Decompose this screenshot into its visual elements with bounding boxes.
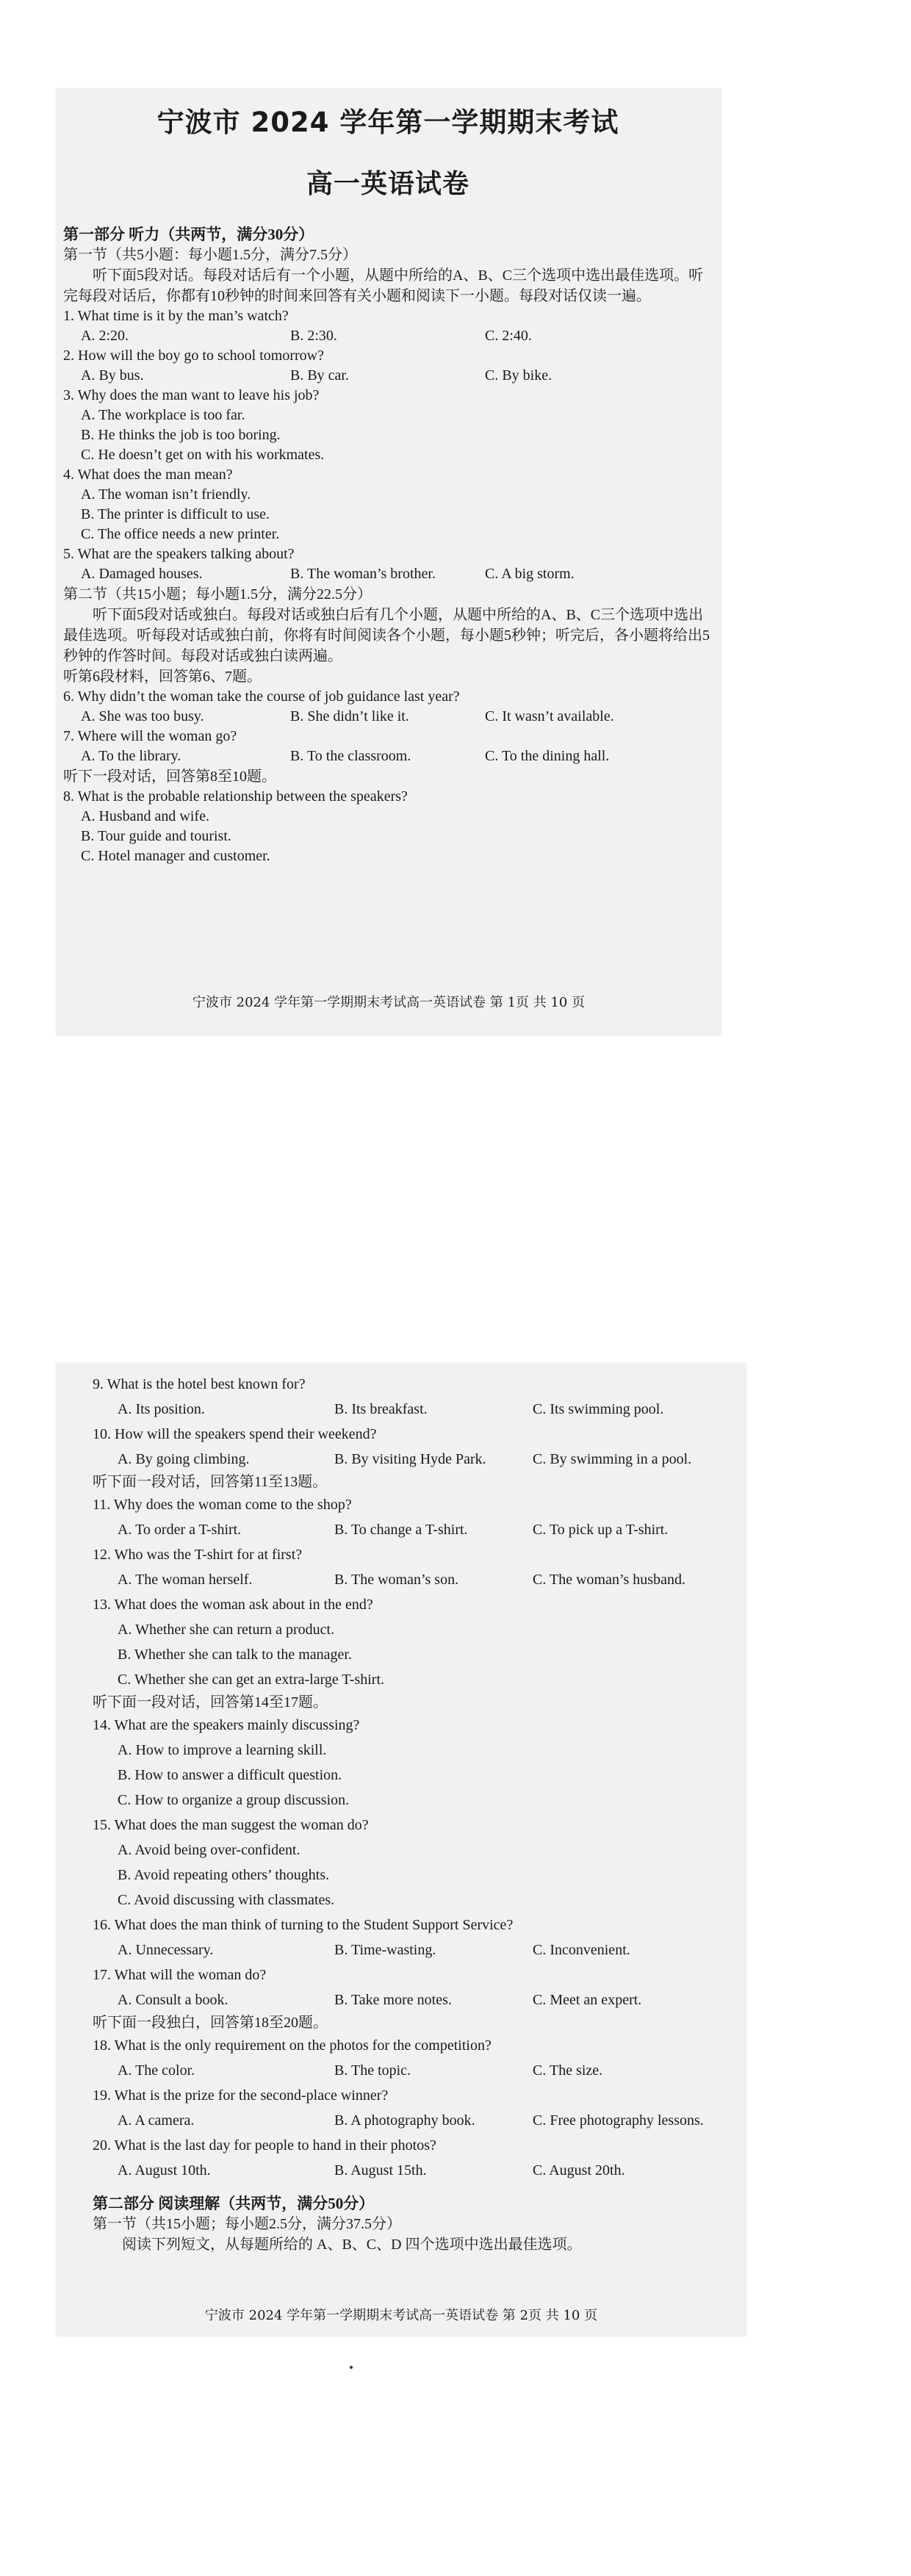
exam-page-1 (56, 88, 721, 1036)
question-17-options (93, 1987, 732, 2012)
option-a: A. Damaged houses. (81, 566, 203, 582)
part1-heading: 第一部分 听力（共两节，满分30分） (63, 226, 314, 243)
question-4: 4. What does the man mean? (63, 467, 233, 483)
dialog-7-note: 听下一段对话，回答第8至10题。 (63, 769, 276, 785)
option-c: C. A big storm. (485, 566, 575, 582)
question-7-options (63, 746, 713, 766)
question-17: 17. What will the woman do? (93, 1967, 267, 1983)
question-19: 19. What is the prize for the second-place winner? (93, 2087, 389, 2104)
option-b: B. To the classroom. (290, 748, 411, 764)
option-a: A. Its position. (118, 1401, 205, 1417)
option-a: A. The workplace is too far. (81, 407, 245, 423)
option-a: A. To the library. (81, 748, 181, 764)
option-a: A. 2:20. (81, 328, 129, 344)
option-b: B. She didn’t like it. (290, 708, 409, 724)
question-20-options (93, 2158, 732, 2183)
question-3-options (63, 406, 713, 465)
option-b: B. 2:30. (290, 328, 337, 344)
option-b: B. Whether she can talk to the manager. (118, 1647, 352, 1663)
option-a: A. By going climbing. (118, 1451, 250, 1467)
option-b: B. By car. (290, 367, 349, 384)
question-2-options (63, 366, 713, 386)
question-5: 5. What are the speakers talking about? (63, 546, 295, 562)
option-a: A. Husband and wife. (81, 808, 209, 824)
option-c: C. It wasn’t available. (485, 708, 614, 724)
dialog-9-note: 听下面一段对话，回答第14至17题。 (93, 1694, 328, 1710)
question-7: 7. Where will the woman go? (63, 728, 237, 744)
reading-instructions: 阅读下列短文，从每题所给的 A、B、C、D 四个选项中选出最佳选项。 (122, 2237, 582, 2253)
part2-heading: 第二部分 阅读理解（共两节，满分50分） (93, 2195, 375, 2212)
question-3: 3. Why does the man want to leave his job? (63, 387, 320, 403)
question-6: 6. Why didn’t the woman take the course of job guidance last year? (63, 688, 460, 705)
option-b: B. Its breakfast. (334, 1401, 428, 1417)
question-11-options (93, 1517, 732, 1542)
question-14: 14. What are the speakers mainly discussing? (93, 1717, 360, 1733)
question-5-options (63, 564, 713, 584)
option-b: B. Tour guide and tourist. (81, 828, 231, 844)
option-b: B. A photography book. (334, 2112, 475, 2129)
reading-section1-heading: 第一节（共15小题；每小题2.5分，满分37.5分） (93, 2216, 401, 2232)
question-11: 11. Why does the woman come to the shop? (93, 1497, 352, 1513)
option-c: C. How to organize a group discussion. (118, 1792, 350, 1808)
page-1-footer: 宁波市 2024 学年第一学期期末考试高一英语试卷 第 1页 共 10 页 (192, 995, 586, 1010)
exam-page-2 (56, 1363, 746, 2336)
option-c: C. The size. (533, 2062, 603, 2079)
question-13-options (93, 1617, 732, 1692)
option-b: B. August 15th. (334, 2162, 427, 2179)
option-c: C. Whether she can get an extra-large T-shirt. (118, 1672, 385, 1688)
question-18-options (93, 2058, 732, 2083)
option-a: A. A camera. (118, 2112, 195, 2129)
option-c: C. To the dining hall. (485, 748, 610, 764)
option-a: A. By bus. (81, 367, 144, 384)
option-a: A. Whether she can return a product. (118, 1622, 335, 1638)
question-9-options (93, 1397, 732, 1422)
option-b: B. He thinks the job is too boring. (81, 427, 281, 443)
page-2-content (93, 1372, 732, 2255)
option-a: A. How to improve a learning skill. (118, 1742, 327, 1758)
option-c: C. Avoid discussing with classmates. (118, 1892, 335, 1908)
question-9: 9. What is the hotel best known for? (93, 1376, 306, 1392)
dialog-6-note: 听第6段材料，回答第6、7题。 (63, 669, 262, 685)
option-a: A. Unnecessary. (118, 1942, 214, 1958)
option-c: C. August 20th. (533, 2162, 625, 2179)
question-10-options (93, 1447, 732, 1472)
question-12-options (93, 1567, 732, 1592)
dialog-10-note: 听下面一段独白，回答第18至20题。 (93, 2015, 328, 2031)
option-c: C. He doesn’t get on with his workmates. (81, 447, 325, 463)
option-b: B. The topic. (334, 2062, 411, 2079)
option-b: B. Take more notes. (334, 1992, 452, 2008)
question-20: 20. What is the last day for people to hand in their photos? (93, 2137, 436, 2154)
section2-heading: 第二节（共15小题；每小题1.5分，满分22.5分） (63, 586, 372, 602)
option-b: B. To change a T-shirt. (334, 1522, 468, 1538)
option-a: A. She was too busy. (81, 708, 204, 724)
option-a: A. The color. (118, 2062, 195, 2079)
question-16-options (93, 1938, 732, 1962)
option-c: C. By swimming in a pool. (533, 1451, 692, 1467)
option-c: C. Free photography lessons. (533, 2112, 704, 2129)
option-a: A. The woman herself. (118, 1572, 253, 1588)
section1-heading: 第一节（共5小题：每小题1.5分，满分7.5分） (63, 247, 357, 263)
question-19-options (93, 2108, 732, 2133)
question-13: 13. What does the woman ask about in the end? (93, 1597, 373, 1613)
question-15: 15. What does the man suggest the woman do? (93, 1817, 369, 1833)
option-b: B. The printer is difficult to use. (81, 506, 270, 522)
option-b: B. By visiting Hyde Park. (334, 1451, 486, 1467)
option-c: C. The office needs a new printer. (81, 526, 280, 542)
question-18: 18. What is the only requirement on the photos for the competition? (93, 2037, 491, 2054)
option-c: C. By bike. (485, 367, 552, 384)
option-b: B. The woman’s son. (334, 1572, 459, 1588)
option-c: C. Its swimming pool. (533, 1401, 664, 1417)
question-12: 12. Who was the T-shirt for at first? (93, 1547, 303, 1563)
question-15-options (93, 1838, 732, 1913)
question-14-options (93, 1738, 732, 1813)
option-c: C. Inconvenient. (533, 1942, 630, 1958)
exam-title: 宁波市 2024 学年第一学期期末考试 (156, 107, 619, 138)
question-8: 8. What is the probable relationship between the speakers? (63, 788, 408, 805)
option-b: B. The woman’s brother. (290, 566, 436, 582)
option-b: B. Time-wasting. (334, 1942, 436, 1958)
question-1-options (63, 326, 713, 346)
question-8-options (63, 807, 713, 866)
option-b: B. How to answer a difficult question. (118, 1767, 342, 1783)
option-c: C. 2:40. (485, 328, 532, 344)
question-1: 1. What time is it by the man’s watch? (63, 308, 289, 324)
page-2-footer: 宁波市 2024 学年第一学期期末考试高一英语试卷 第 2页 共 10 页 (204, 2308, 598, 2323)
option-b: B. Avoid repeating others’ thoughts. (118, 1867, 330, 1883)
question-16: 16. What does the man think of turning to the Student Support Service? (93, 1917, 514, 1933)
question-2: 2. How will the boy go to school tomorrow? (63, 348, 324, 364)
option-a: A. Avoid being over-confident. (118, 1842, 300, 1858)
page-1-content (63, 88, 713, 866)
question-10: 10. How will the speakers spend their weekend? (93, 1426, 377, 1442)
option-a: A. August 10th. (118, 2162, 211, 2179)
option-c: C. The woman’s husband. (533, 1572, 685, 1588)
dialog-8-note: 听下面一段对话，回答第11至13题。 (93, 1474, 328, 1490)
option-a: A. Consult a book. (118, 1992, 228, 2008)
option-c: C. Hotel manager and customer. (81, 848, 270, 864)
section2-instructions: 听下面5段对话或独白。每段对话或独白后有几个小题，从题中所给的A、B、C三个选项中选出最佳选项。听每段对话或独白前，你将有时间阅读各个小题，每小题5秒钟；听完后，各小题将给出5秒钟的作答时间。每段对话或独白读两遍。 (63, 607, 710, 664)
question-6-options (63, 707, 713, 727)
section1-instructions: 听下面5段对话。每段对话后有一个小题，从题中所给的A、B、C三个选项中选出最佳选项。听完每段对话后，你都有10秒钟的时间来回答有关小题和阅读下一小题。每段对话仅读一遍。 (63, 267, 704, 304)
scan-speck (350, 2366, 353, 2369)
option-c: C. Meet an expert. (533, 1992, 642, 2008)
exam-subtitle: 高一英语试卷 (306, 169, 469, 199)
option-a: A. To order a T-shirt. (118, 1522, 242, 1538)
option-c: C. To pick up a T-shirt. (533, 1522, 669, 1538)
question-4-options (63, 485, 713, 544)
option-a: A. The woman isn’t friendly. (81, 486, 251, 503)
